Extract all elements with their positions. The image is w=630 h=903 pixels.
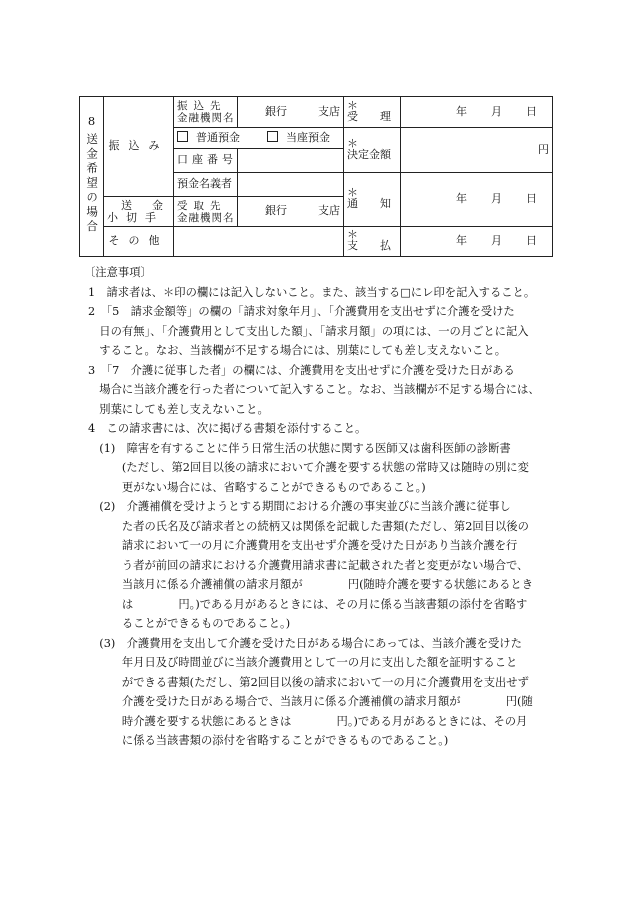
- furikomi-label-cell: [104, 97, 174, 197]
- tsuchi-year: 年: [456, 192, 467, 206]
- note-line: ることができるものであること。): [88, 617, 291, 630]
- note-line: (3) 介護費用を支出して介護を受けた日がある場合にあっては、当該介護を受けた: [88, 636, 522, 650]
- shiten-label: 支店: [318, 204, 340, 218]
- bank-label-2: 金融機関名: [177, 112, 235, 124]
- notes-section: [84, 263, 558, 751]
- tsuchi-label: 通知: [347, 197, 413, 211]
- note-line: 当該月に係る介護補償の請求月額が 円(随時介護を要する状態にあるとき: [88, 578, 533, 591]
- account-holder-label-cell: [174, 173, 238, 197]
- notes-heading: 〔注意事項〕: [84, 266, 152, 279]
- note-line: 別葉にしても差し支えないこと。: [88, 402, 269, 416]
- bank-name-field[interactable]: [238, 97, 344, 128]
- star-mark: ＊: [347, 228, 358, 242]
- kettei-amount-field: [401, 128, 553, 173]
- remittance-form-table: [79, 96, 553, 257]
- account-number-label: 口座番号: [177, 153, 237, 167]
- note-line: た者の氏名及び請求者との続柄又は関係を記載した書類(ただし、第2回目以後の: [88, 519, 529, 533]
- star-mark: ＊: [347, 98, 358, 112]
- account-number-field[interactable]: [238, 149, 344, 173]
- juri-month: 月: [491, 104, 502, 118]
- bank-label-cell: [174, 97, 238, 128]
- note-line: 介護を受けた日がある場合で、当該月に係る介護補償の請求月額が 円(随: [88, 695, 533, 708]
- note-line: 場合に当該介護を行った者について記入すること。なお、当該欄が不足する場合には、: [88, 383, 540, 396]
- shiharai-label: 支払: [347, 239, 413, 253]
- sokin-label-1: 送金: [121, 198, 183, 212]
- star-mark: ＊: [347, 136, 358, 150]
- shiten-label: 支店: [318, 104, 340, 118]
- note-line: に係る当該書類の添付を省略することができるものであること。): [88, 734, 449, 747]
- note-line: 年月日及び時間並びに当該介護費用として一の月に支出した額を証明すること: [88, 656, 518, 669]
- note-line: (ただし、第2回目以後の請求において介護を要する状態の常時又は随時の別に変: [88, 461, 529, 474]
- note-line: ができる書類(ただし、第2回目以後の請求において一の月に介護費用を支出せず: [88, 675, 529, 689]
- note-line: 時介護を要する状態にあるときは 円。)である月があるときには、その月: [88, 714, 528, 728]
- note-line: う者が前回の請求における介護費用請求書に記載された者と変更がない場合で、: [88, 558, 529, 572]
- ginko-label: 銀行: [265, 104, 287, 118]
- tsuchi-day: 日: [526, 192, 537, 206]
- star-mark: ＊: [347, 186, 358, 200]
- juri-label-cell: [344, 97, 413, 128]
- note-line: すること。なお、当該欄が不足する場合には、別葉にしても差し支えないこと。: [88, 344, 506, 357]
- account-holder-label: 預金名義者: [177, 177, 232, 191]
- juri-day: 日: [526, 104, 537, 118]
- shiharai-year: 年: [456, 234, 467, 248]
- en-label: 円: [538, 142, 549, 156]
- note-line: 2 「5 請求金額等」の欄の「請求対象年月」、「介護費用を支出せずに介護を受けた: [88, 305, 515, 318]
- kettei-label: 決定金額: [347, 147, 391, 161]
- futsu-label: 普通預金: [196, 131, 240, 145]
- account-holder-field[interactable]: [238, 173, 344, 197]
- bank-label-1: 振込先: [177, 100, 227, 112]
- note-line: 3 「7 介護に従事した者」の欄には、介護費用を支出せずに介護を受けた日がある: [88, 363, 515, 377]
- note-line: 4 この請求書には、次に掲げる書類を添付すること。: [88, 422, 367, 435]
- section-number: 8: [87, 114, 96, 129]
- note-line: は 円。)である月があるときには、その月に係る当該書類の添付を省略す: [88, 597, 528, 611]
- tsuchi-month: 月: [491, 192, 502, 206]
- sonota-label-cell: [104, 227, 174, 257]
- receive-bank-field[interactable]: [238, 197, 344, 227]
- juri-date-field: [401, 97, 553, 128]
- note-line: 1 請求者は、＊印の欄には記入しないこと。また、該当する□にレ印を記入すること。: [88, 285, 536, 299]
- sonota-field[interactable]: [174, 227, 344, 257]
- note-line: (2) 介護補償を受けようとする期間における介護の事実並びに当該介護に従事し: [88, 500, 511, 513]
- tsuchi-label-cell: [344, 173, 413, 227]
- futsu-checkbox[interactable]: [177, 131, 188, 142]
- note-line: 請求において一の月に介護費用を支出せず介護を受けた日があり当該介護を行: [88, 539, 518, 552]
- juri-label: 受理: [347, 109, 413, 123]
- note-line: 日の有無」、「介護費用として支出した額」、「請求月額」の項には、一の月ごとに記入: [88, 324, 529, 338]
- kettei-label-cell: [344, 128, 401, 173]
- shiharai-day: 日: [526, 234, 537, 248]
- section-title: 送金希望の場合: [85, 132, 100, 235]
- sonota-label: その他: [108, 234, 169, 248]
- account-number-label-cell: [174, 149, 238, 173]
- shiharai-month: 月: [491, 234, 502, 248]
- note-line: (1) 障害を有することに伴う日常生活の状態に関する医師又は歯科医師の診断書: [88, 441, 511, 455]
- furikomi-label: 振込み: [108, 139, 169, 153]
- section-8-cell: [80, 97, 104, 257]
- account-type-cell: [174, 128, 344, 149]
- note-line: 更がない場合には、省略することができるものであること。): [88, 480, 426, 494]
- toza-label: 当座預金: [286, 131, 330, 145]
- receive-label-2: 金融機関名: [177, 211, 235, 224]
- sokin-label-2: 小切手: [107, 210, 164, 224]
- juri-year: 年: [456, 104, 467, 118]
- sokin-label-cell: [104, 197, 183, 227]
- toza-checkbox[interactable]: [267, 131, 278, 142]
- shiharai-label-cell: [344, 227, 413, 257]
- receive-label-1: 受取先: [177, 199, 227, 212]
- tsuchi-date-field: [401, 173, 553, 227]
- ginko-label: 銀行: [265, 204, 287, 218]
- receive-label-cell: [174, 197, 238, 227]
- shiharai-date-field: [401, 227, 553, 257]
